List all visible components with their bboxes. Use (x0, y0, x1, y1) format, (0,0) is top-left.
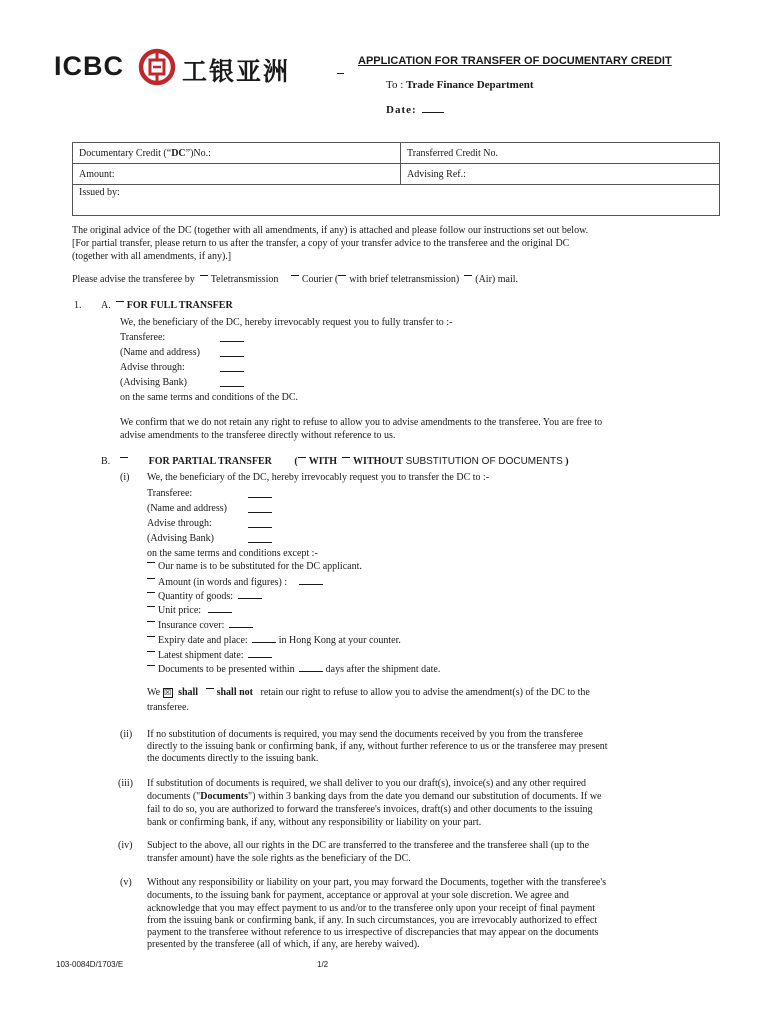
form-title: APPLICATION FOR TRANSFER OF DOCUMENTARY CREDIT (358, 55, 672, 67)
b-advising-bank-field[interactable] (248, 533, 272, 543)
b-advise-through-label: Advise through: (147, 518, 212, 529)
b-v-line-3: acknowledge that you may effect payment to us and/or to the transferee only upon your receipt of final payment (147, 903, 595, 914)
date-field[interactable] (422, 103, 444, 113)
intro-line-2: [For partial transfer, please return to us after the transfer, a copy of your transfer advice to the transferee and the original DC (72, 238, 570, 249)
unit-price-field[interactable] (208, 603, 232, 613)
a-advising-bank-field[interactable] (220, 377, 244, 387)
icbc-emblem-icon (138, 48, 176, 86)
b-v-line-6: presented by the transferee (all of which, if any, are hereby waived). (147, 939, 420, 950)
documents-days-field[interactable] (299, 662, 323, 672)
b-item-expiry: Expiry date and place: in Hong Kong at your counter. (147, 633, 401, 646)
b-iii-line-4: bank or confirming bank, if any, without any responsibility or liability on your part. (147, 817, 482, 828)
substitute-name-checkbox[interactable] (147, 562, 155, 563)
shipment-checkbox[interactable] (147, 651, 155, 652)
shipment-field[interactable] (248, 648, 272, 658)
full-transfer-checkbox[interactable] (116, 301, 124, 302)
to-value: Trade Finance Department (406, 79, 534, 91)
b-item-shipment: Latest shipment date: (147, 648, 272, 661)
with-substitution-checkbox[interactable] (298, 457, 306, 458)
b-ii-line-3: the documents directly to the issuing bank. (147, 753, 319, 764)
b-v-line-5: payment to the transferee without reference to us irrespective of discrepancies that may appear on the documents (147, 927, 599, 938)
b-iii-line-3: fail to do so, you are authorized to forward the transferee's invoices, draft(s) and other documents to the issuing (147, 804, 593, 815)
b-v-num: (v) (120, 877, 132, 888)
shall-checkbox[interactable]: ☒ (163, 687, 172, 697)
page-number: 1/2 (317, 960, 329, 969)
expiry-checkbox[interactable] (147, 636, 155, 637)
b-iv-num: (iv) (118, 840, 133, 851)
b-v-line-2: documents, to the issuing bank for payment, acceptance or approval at your sole discretion. We agree and (147, 890, 569, 901)
b-transferee-field[interactable] (248, 488, 272, 498)
amount-cell[interactable]: Amount: (73, 164, 401, 185)
to-label: To : (386, 79, 404, 91)
date-line (386, 103, 444, 116)
intro-line-1: The original advice of the DC (together with all amendments, if any) is attached and please follow our instructions set out below. (72, 225, 589, 236)
logo-text: ICBC (54, 51, 124, 81)
section-number: 1. (74, 300, 82, 311)
b-advise-through-field[interactable] (248, 518, 272, 528)
expiry-field[interactable] (252, 633, 276, 643)
date-label: Date: (386, 104, 417, 116)
b-v-line-1: Without any responsibility or liability on your part, you may forward the Documents, together with the transferee's (147, 877, 607, 888)
without-substitution-checkbox[interactable] (342, 457, 350, 458)
issued-by-cell[interactable]: Issued by: (73, 185, 720, 216)
b-name-address-field[interactable] (248, 503, 272, 513)
partial-transfer-checkbox[interactable] (120, 457, 128, 458)
shall-not-checkbox[interactable] (206, 688, 214, 689)
b-iv-line-1: Subject to the above, all our rights in the DC are transferred to the transferee and the transferee shall (up to the (147, 840, 590, 851)
b-ii-line-1: If no substitution of documents is required, you may send the documents received by you from the transferee (147, 729, 583, 740)
b-item-documents: Documents to be presented within days after the shipment date. (147, 662, 440, 675)
documents-checkbox[interactable] (147, 665, 155, 666)
b-iv-line-2: transfer amount) have the sole rights as the beneficiary of the DC. (147, 853, 411, 864)
a-request: We, the beneficiary of the DC, hereby irrevocably request you to fully transfer to :- (120, 317, 453, 328)
unit-price-checkbox[interactable] (147, 606, 155, 607)
a-name-address-label: (Name and address) (120, 347, 200, 358)
b-advising-bank-label: (Advising Bank) (147, 533, 214, 544)
a-name-address-field[interactable] (220, 347, 244, 357)
transferred-credit-cell[interactable]: Transferred Credit No. (401, 143, 720, 164)
b-iii-line-2: documents ("Documents") within 3 banking days from the date you demand our substitution of documents. If we (147, 791, 602, 802)
courier-checkbox[interactable] (291, 275, 299, 276)
a-confirm-line-1: We confirm that we do not retain any right to refuse to allow you to advise amendments to the transferee. You are free to (120, 417, 603, 428)
b-item-amount: Amount (in words and figures) : (147, 575, 323, 588)
b-transferee-label: Transferee: (147, 488, 193, 499)
b-i-request: We, the beneficiary of the DC, hereby irrevocably request you to transfer the DC to :- (147, 472, 490, 483)
insurance-field[interactable] (229, 618, 253, 628)
a-advise-through-label: Advise through: (120, 362, 185, 373)
b-ii-line-2: directly to the issuing bank or confirming bank, if any, without further reference to us or the transferee may present (147, 741, 608, 752)
a-advise-through-field[interactable] (220, 362, 244, 372)
section-b-heading: B. FOR PARTIAL TRANSFER ( WITH WITHOUT SUBSTITUTION OF DOCUMENTS ) (101, 456, 569, 467)
dc-no-cell[interactable]: Documentary Credit (“DC”)No.: (73, 143, 401, 164)
teletransmission-checkbox[interactable] (200, 275, 208, 276)
intro-line-3: (together with all amendments, if any).] (72, 251, 232, 262)
amount-checkbox[interactable] (147, 578, 155, 579)
b-same-terms-except: on the same terms and conditions except :- (147, 548, 318, 559)
advise-line: Please advise the transferee by Teletransmission Courier ( with brief teletransmission) (Air) mail. (72, 274, 518, 285)
b-item-substitute-name: Our name is to be substituted for the DC applicant. (147, 561, 362, 572)
airmail-checkbox[interactable] (464, 275, 472, 276)
form-code: 103-0084D/1703/E (56, 960, 124, 969)
b-name-address-label: (Name and address) (147, 503, 227, 514)
b-ii-num: (ii) (120, 729, 133, 740)
dc-info-table (72, 142, 720, 216)
a-same-terms: on the same terms and conditions of the DC. (120, 392, 299, 403)
section-a-heading: A. FOR FULL TRANSFER (101, 300, 233, 311)
a-advising-bank-label: (Advising Bank) (120, 377, 187, 388)
title-dash (337, 73, 344, 74)
b-iii-num: (iii) (118, 778, 133, 789)
b-item-insurance: Insurance cover: (147, 618, 253, 631)
to-line (386, 79, 534, 91)
advising-ref-cell[interactable]: Advising Ref.: (401, 164, 720, 185)
insurance-checkbox[interactable] (147, 621, 155, 622)
logo-chinese: 工银亚洲 (182, 57, 291, 86)
shall-line: We ☒ shall shall not retain our right to refuse to allow you to advise the amendment(s) of the DC to the (147, 687, 590, 698)
a-transferee-field[interactable] (220, 332, 244, 342)
b-item-unit-price: Unit price: (147, 603, 232, 616)
b-v-line-4: from the issuing bank or confirming bank, if any. In such circumstances, you are irrevocably authorized to effect (147, 915, 598, 926)
a-confirm-line-2: advise amendments to the transferee directly without reference to us. (120, 430, 396, 441)
a-transferee-label: Transferee: (120, 332, 166, 343)
b-iii-line-1: If substitution of documents is required, we shall deliver to you our draft(s), invoice(s) and any other required (147, 778, 587, 789)
b-i-num: (i) (120, 472, 130, 483)
brief-teletransmission-checkbox[interactable] (338, 275, 346, 276)
quantity-checkbox[interactable] (147, 592, 155, 593)
shall-line-2: transferee. (147, 702, 189, 713)
b-item-quantity: Quantity of goods: (147, 589, 262, 602)
quantity-field[interactable] (238, 589, 262, 599)
amount-field[interactable] (299, 575, 323, 585)
